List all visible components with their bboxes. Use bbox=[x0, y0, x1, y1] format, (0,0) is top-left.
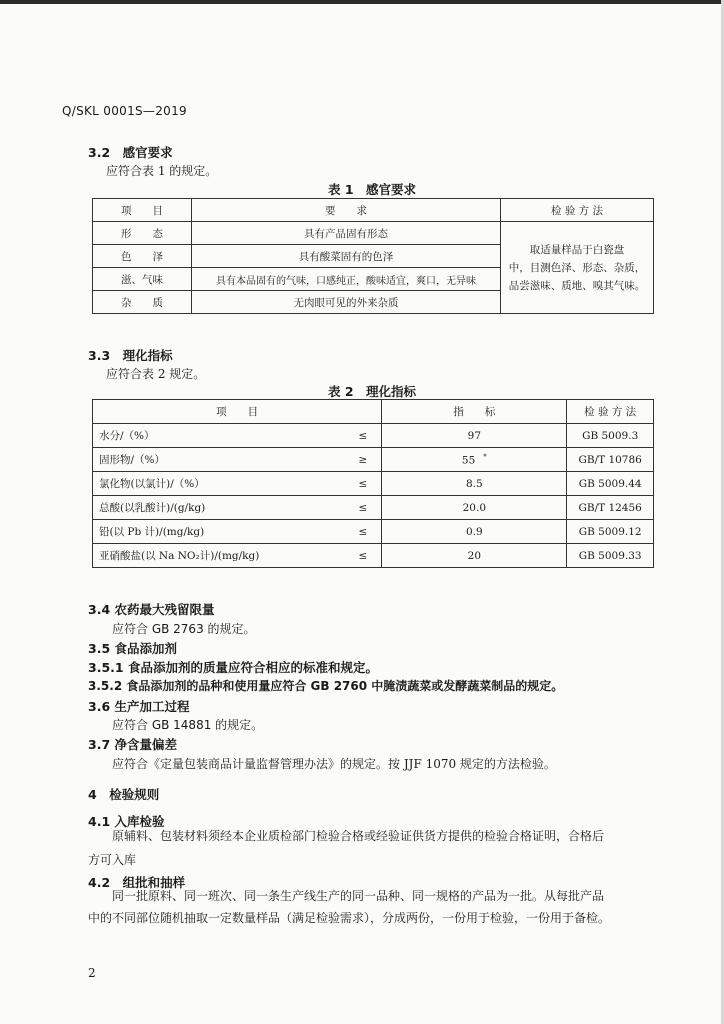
table-1-requirement: 具有本品固有的气味，口感纯正，酸味适宜，爽口，无异味 bbox=[192, 268, 501, 291]
table-2-operator: ≥ bbox=[331, 448, 382, 472]
table-2-value: 97 bbox=[382, 424, 567, 448]
table-2-operator: ≤ bbox=[331, 520, 382, 544]
table-2-item: 水分/（%） bbox=[93, 424, 332, 448]
table-1-header-row bbox=[93, 199, 654, 222]
page-number: 2 bbox=[88, 966, 96, 980]
table-2-value-cell bbox=[382, 448, 567, 472]
table-1-item: 形 态 bbox=[93, 222, 192, 245]
table-1-requirement: 无肉眼可见的外来杂质 bbox=[192, 291, 501, 314]
section-3-2-heading: 3.2 感官要求 bbox=[88, 145, 173, 160]
section-3-4-heading: 3.4 农药最大残留限量 bbox=[88, 602, 215, 617]
table-2-operator: ≤ bbox=[331, 424, 382, 448]
section-3-3-heading: 3.3 理化指标 bbox=[88, 348, 173, 363]
table-row bbox=[93, 424, 654, 448]
table-row bbox=[93, 472, 654, 496]
table-2-value: 8.5 bbox=[382, 472, 567, 496]
table-row bbox=[93, 496, 654, 520]
table-2-item: 亚硝酸盐(以 Na NO₂计)/(mg/kg) bbox=[93, 544, 332, 568]
table-2-value: 55 bbox=[461, 454, 476, 467]
section-4-1-line-2: 方可入库 bbox=[88, 853, 137, 867]
table-row bbox=[93, 544, 654, 568]
table-1-method-line: 品尝滋味、质地、嗅其气味。 bbox=[508, 279, 646, 292]
section-4-1-line-1: 原辅料、包装材料须经本企业质检部门检验合格或经验证供货方提供的检验合格证明，合格后 bbox=[112, 829, 605, 843]
table-2-header-item: 项 目 bbox=[93, 400, 382, 424]
table-1-method-line: 取适量样品于白瓷盘 bbox=[529, 243, 625, 256]
section-3-7-text: 应符合《定量包装商品计量监督管理办法》的规定。按 JJF 1070 规定的方法检验。 bbox=[112, 757, 556, 771]
section-4-2-line-2: 中的不同部位随机抽取一定数量样品（满足检验需求），分成两份，一份用于检验，一份用于备检。 bbox=[88, 911, 611, 925]
table-1-item: 色 泽 bbox=[93, 245, 192, 268]
table-2-header-row bbox=[93, 400, 654, 424]
table-2-value: 20.0 bbox=[382, 496, 567, 520]
table-2-method: GB 5009.44 bbox=[567, 472, 654, 496]
table-1-requirement: 具有产品固有形态 bbox=[192, 222, 501, 245]
table-2-item: 总酸(以乳酸计)/(g/kg) bbox=[93, 496, 332, 520]
document-id: Q/SKL 0001S—2019 bbox=[62, 104, 187, 118]
table-2-operator: ≤ bbox=[331, 496, 382, 520]
section-4-heading: 4 检验规则 bbox=[88, 787, 160, 802]
table-1-header-method: 检 验 方 法 bbox=[501, 199, 654, 222]
section-3-3-text: 应符合表 2 规定。 bbox=[106, 367, 206, 381]
section-3-4-text: 应符合 GB 2763 的规定。 bbox=[112, 622, 256, 636]
table-2-operator: ≤ bbox=[331, 544, 382, 568]
section-3-2-text: 应符合表 1 的规定。 bbox=[106, 164, 218, 178]
table-1-item: 滋、气味 bbox=[93, 268, 192, 291]
section-3-7-heading: 3.7 净含量偏差 bbox=[88, 737, 177, 752]
table-2-header-value: 指 标 bbox=[382, 400, 567, 424]
table-2-method: GB 5009.12 bbox=[567, 520, 654, 544]
table-2-header-method: 检 验 方 法 bbox=[567, 400, 654, 424]
table-2-value: 0.9 bbox=[382, 520, 567, 544]
top-border bbox=[0, 0, 724, 4]
section-3-5-1-text: 3.5.1 食品添加剂的质量应符合相应的标准和规定。 bbox=[88, 660, 378, 675]
table-1-method-line: 中，目测色泽、形态、杂质， bbox=[508, 261, 646, 274]
section-3-5-2-text: 3.5.2 食品添加剂的品种和使用量应符合 GB 2760 中腌渍蔬菜或发酵蔬菜制品的规定。 bbox=[88, 679, 564, 693]
table-row bbox=[93, 520, 654, 544]
table-2-item: 氯化物(以氯计)/（%） bbox=[93, 472, 332, 496]
table-1-caption: 表 1 感官要求 bbox=[327, 182, 417, 197]
table-2-item: 铅(以 Pb 计)/(mg/kg) bbox=[93, 520, 332, 544]
table-2-value: 20 bbox=[382, 544, 567, 568]
table-2-method: GB/T 10786 bbox=[567, 448, 654, 472]
table-2-method: GB/T 12456 bbox=[567, 496, 654, 520]
table-1-header-item: 项 目 bbox=[93, 199, 192, 222]
table-2-method: GB 5009.3 bbox=[567, 424, 654, 448]
section-4-1-heading: 4.1 入库检验 bbox=[88, 814, 165, 829]
table-row bbox=[93, 222, 654, 245]
section-3-5-heading: 3.5 食品添加剂 bbox=[88, 641, 177, 656]
table-row bbox=[93, 448, 654, 472]
table-2-method: GB 5009.33 bbox=[567, 544, 654, 568]
table-1-method bbox=[501, 222, 654, 314]
table-2-caption: 表 2 理化指标 bbox=[327, 384, 417, 399]
table-2-value-note: * bbox=[483, 452, 487, 461]
table-1-item: 杂 质 bbox=[93, 291, 192, 314]
section-4-2-heading: 4.2 组批和抽样 bbox=[88, 875, 186, 890]
table-2 bbox=[92, 399, 654, 568]
table-2-operator: ≤ bbox=[331, 472, 382, 496]
section-3-6-heading: 3.6 生产加工过程 bbox=[88, 699, 190, 714]
table-1-requirement: 具有酸菜固有的色泽 bbox=[192, 245, 501, 268]
table-1-header-requirement: 要 求 bbox=[192, 199, 501, 222]
table-1 bbox=[92, 198, 654, 314]
section-4-2-line-1: 同一批原料、同一班次、同一条生产线生产的同一品种、同一规格的产品为一批。从每批产品 bbox=[112, 889, 605, 903]
section-3-6-text: 应符合 GB 14881 的规定。 bbox=[112, 718, 264, 732]
table-2-item: 固形物/（%） bbox=[93, 448, 332, 472]
